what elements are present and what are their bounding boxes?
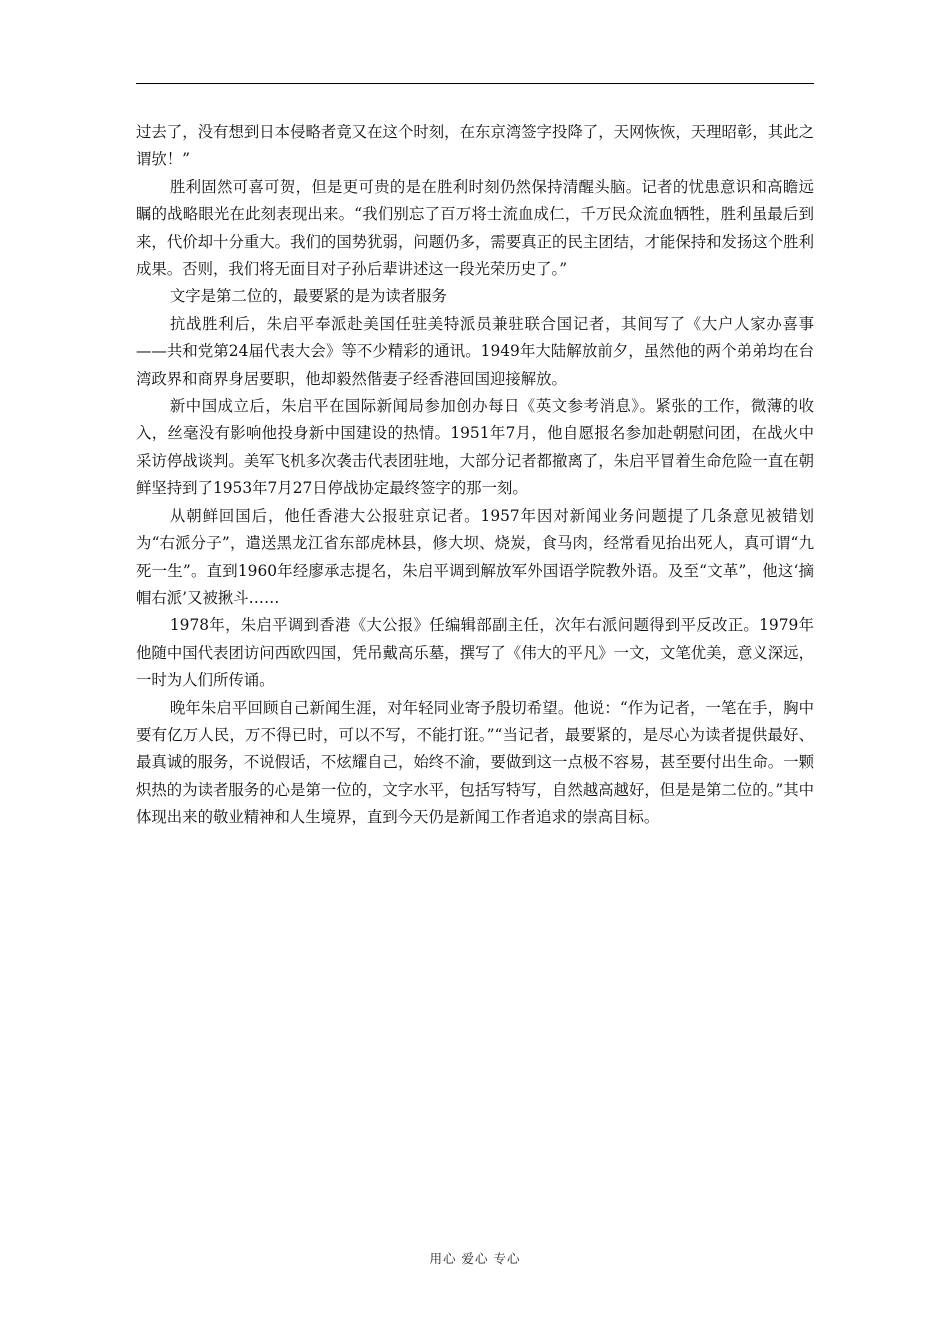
paragraph-7: 晚年朱启平回顾自己新闻生涯，对年轻同业寄予殷切希望。他说：“作为记者，一笔在手，胸中要有亿万人民，万不得已时，可以不写，不能打诳。”“当记者，最要紧的，是尽心为读者提供最好、最真诚的服务，不说假话，不炫耀自己，始终不渝，要做到这一点极不容易，甚至要付出生命。一颗炽热的为读者服务的心是第一位的，文字水平，包括写特写，自然越高越好，但是是第二位的。”其中体现出来的敬业精神和人生境界，直到今天仍是新闻工作者追求的崇高目标。 <box>136 698 814 827</box>
paragraph-4: 新中国成立后，朱启平在国际新闻局参加创办每日《英文参考消息》。紧张的工作，微薄的收入，丝毫没有影响他投身新中国建设的热情。1951年7月，他自愿报名参加赴朝慰问团，在战火中采访停战谈判。美军飞机多次袭击代表团驻地，大部分记者都撤离了，朱启平冒着生命危险一直在朝鲜坚持到了1953年7月27日停战协定最终签字的那一刻。 <box>136 397 814 498</box>
paragraph-5: 从朝鲜回国后，他任香港大公报驻京记者。1957年因对新闻业务问题提了几条意见被错划为“右派分子”，遣送黑龙江省东部虎林县，修大坝、烧炭，食马肉，经常看见抬出死人，真可谓“九死一生”。直到1960年经廖承志提名，朱启平调到解放军外国语学院教外语。及至“文革”，他这‘摘帽右派’又被揪斗…… <box>136 506 814 607</box>
document-body <box>136 119 814 832</box>
page-footer: 用心 爱心 专心 <box>429 1251 521 1266</box>
paragraph-3: 抗战胜利后，朱启平奉派赴美国任驻美特派员兼驻联合国记者，其间写了《大户人家办喜事——共和党第24届代表大会》等不少精彩的通讯。1949年大陆解放前夕，虽然他的两个弟弟均在台湾政界和商界身居要职，他却毅然偕妻子经香港回国迎接解放。 <box>136 314 814 388</box>
paragraph-2: 胜利固然可喜可贺，但是更可贵的是在胜利时刻仍然保持清醒头脑。记者的忧患意识和高瞻远瞩的战略眼光在此刻表现出来。“我们别忘了百万将士流血成仁，千万民众流血牺牲，胜利虽最后到来，代价却十分重大。我们的国势犹弱，问题仍多，需要真正的民主团结，才能保持和发扬这个胜利成果。否则，我们将无面目对子孙后辈讲述这一段光荣历史了。” <box>136 177 814 279</box>
paragraph-6: 1978年，朱启平调到香港《大公报》任编辑部副主任，次年右派问题得到平反改正。1979年他随中国代表团访问西欧四国，凭吊戴高乐墓，撰写了《伟大的平凡》一文，文笔优美，意义深远，一时为人们所传诵。 <box>136 616 814 690</box>
paragraph-1: 过去了，没有想到日本侵略者竟又在这个时刻，在东京湾签字投降了，天网恢恢，天理昭彰，其此之谓欤！” <box>136 123 814 169</box>
header-rule <box>136 83 814 84</box>
section-heading: 文字是第二位的，最要紧的是为读者服务 <box>169 287 447 306</box>
